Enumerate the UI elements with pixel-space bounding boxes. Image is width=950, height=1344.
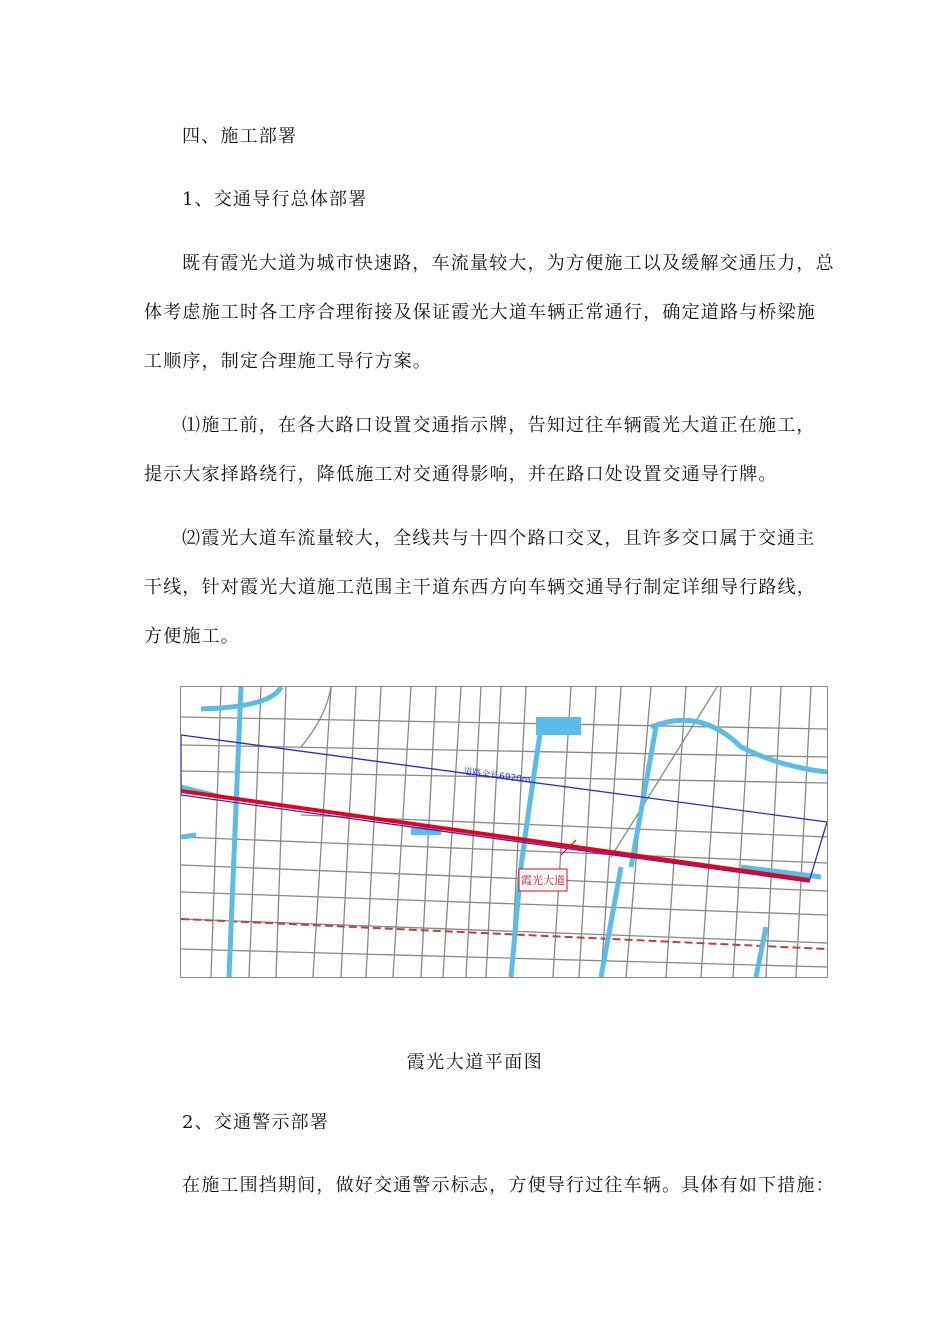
road-plan-map (180, 686, 828, 978)
subheading-traffic-overall: 1、交通导行总体部署 (182, 189, 368, 210)
paragraph-warning-line-1: 在施工围挡期间，做好交通警示标志，方便导行过往车辆。具体有如下措施： (182, 1175, 835, 1196)
map-streets (181, 687, 827, 977)
paragraph-item2-line-3: 方便施工。 (144, 626, 240, 647)
paragraph-item2-line-1: ⑵霞光大道车流量较大，全线共与十四个路口交叉，且许多交口属于交通主 (182, 528, 816, 549)
figure-caption: 霞光大道平面图 (406, 1052, 544, 1073)
map-road-label (519, 869, 567, 891)
paragraph-overview-line-2: 体考虑施工时各工序合理衔接及保证霞光大道车辆正常通行，确定道路与桥梁施 (144, 302, 816, 323)
paragraph-overview-line-3: 工顺序，制定合理施工导行方案。 (144, 351, 432, 372)
subheading-traffic-warning: 2、交通警示部署 (182, 1112, 330, 1133)
paragraph-item2-line-2: 干线，针对霞光大道施工范围主干道东西方向车辆交通导行制定详细导行路线， (144, 577, 816, 598)
map-boundary (181, 735, 827, 882)
section-heading: 四、施工部署 (182, 126, 298, 147)
paragraph-item1-line-2: 提示大家择路绕行，降低施工对交通得影响，并在路口处设置交通导行牌。 (144, 464, 778, 485)
paragraph-item1-line-1: ⑴施工前，在各大路口设置交通指示牌，告知过往车辆霞光大道正在施工， (182, 415, 816, 436)
paragraph-overview-line-1: 既有霞光大道为城市快速路，车流量较大，为方便施工以及缓解交通压力，总 (182, 253, 835, 274)
map-road-label-text: 霞光大道 (521, 874, 565, 887)
map-length-label: 道路全长6920m (462, 767, 532, 786)
